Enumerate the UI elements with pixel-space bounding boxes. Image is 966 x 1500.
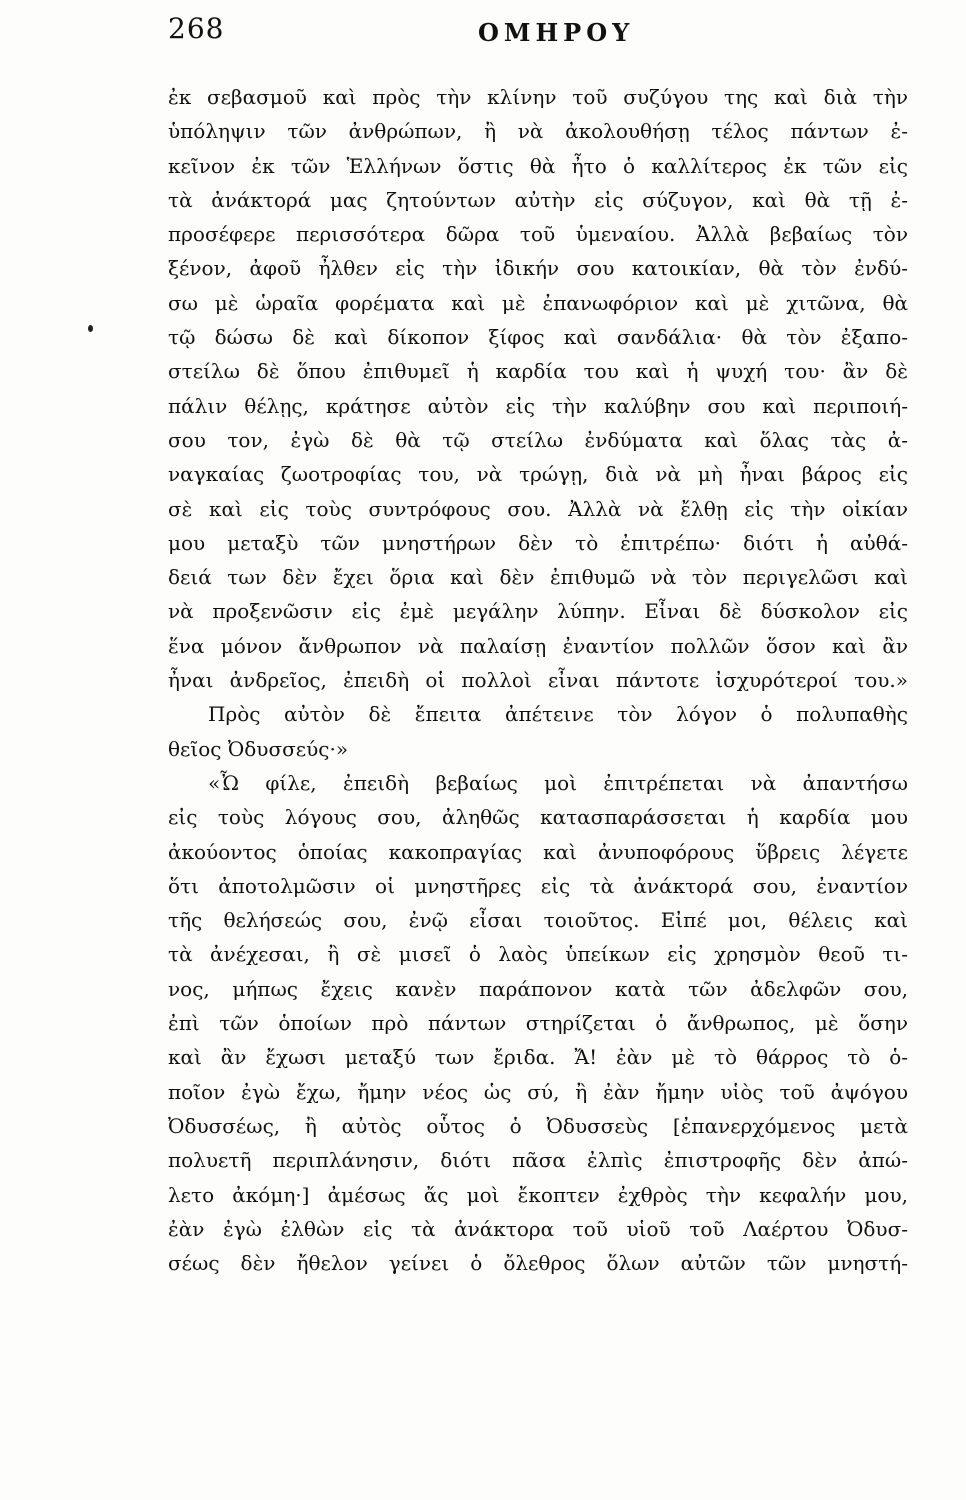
page-number: 268 xyxy=(168,12,225,45)
text-line: ὅτι ἀποτολμῶσιν οἱ μνηστῆρες εἰς τὰ ἀνάκτορά σου, ἐναντίον xyxy=(168,873,908,898)
text-line: ποῖον ἐγὼ ἔχω, ἤμην νέος ὡς σύ, ἢ ἐὰν ἤμην υἱὸς τοῦ ἀψόγου xyxy=(168,1079,908,1104)
text-line: σέως δὲν ἤθελον γείνει ὁ ὄλεθρος ὅλων αὐτῶν τῶν μνηστή- xyxy=(168,1251,908,1276)
text-line: «Ὦ φίλε, ἐπειδὴ βεβαίως μοὶ ἐπιτρέπεται νὰ ἀπαντήσω xyxy=(208,770,908,795)
text-line: ἦναι ἀνδρεῖος, ἐπειδὴ οἱ πολλοὶ εἶναι πάντοτε ἰσχυρότεροί του.» xyxy=(168,668,908,693)
text-line: ξένον, ἀφοῦ ἦλθεν εἰς τὴν ἰδικήν σου κατοικίαν, θὰ τὸν ἐνδύ- xyxy=(168,256,908,281)
text-line: στείλω δὲ ὅπου ἐπιθυμεῖ ἡ καρδία του καὶ ἡ ψυχή του· ἂν δὲ xyxy=(168,359,908,384)
text-line: τῷ δώσω δὲ καὶ δίκοπον ξίφος καὶ σανδάλια· θὰ τὸν ἐξαπο- xyxy=(168,325,908,350)
text-line: εἰς τοὺς λόγους σου, ἀληθῶς κατασπαράσσεται ἡ καρδία μου xyxy=(168,805,908,830)
text-line: ἀκούοντος ὁποίας κακοπραγίας καὶ ἀνυποφόρους ὕβρεις λέγετε xyxy=(168,839,908,864)
text-line: ἐὰν ἐγὼ ἐλθὼν εἰς τὰ ἀνάκτορα τοῦ υἱοῦ τοῦ Λαέρτου Ὀδυσ- xyxy=(168,1216,908,1241)
text-line: τῆς θελήσεώς σου, ἐνῷ εἶσαι τοιοῦτος. Εἰπέ μοι, θέλεις καὶ xyxy=(168,908,908,933)
text-line: σω μὲ ὡραῖα φορέματα καὶ μὲ ἐπανωφόριον καὶ μὲ χιτῶνα, θὰ xyxy=(168,290,908,315)
text-line: μου μεταξὺ τῶν μνηστήρων δὲν τὸ ἐπιτρέπω· διότι ἡ αὐθά- xyxy=(168,530,908,555)
text-line: νὰ προξενῶσιν εἰς ἐμὲ μεγάλην λύπην. Εἶναι δὲ δύσκολον εἰς xyxy=(168,599,908,624)
text-line: κεῖνον ἐκ τῶν Ἑλλήνων ὅστις θὰ ἦτο ὁ καλλίτερος ἐκ τῶν εἰς xyxy=(168,153,908,178)
body-text xyxy=(168,80,908,1280)
text-line: Πρὸς αὐτὸν δὲ ἔπειτα ἀπέτεινε τὸν λόγον ὁ πολυπαθὴς xyxy=(208,702,908,727)
text-line: νος, μήπως ἔχεις κανὲν παράπονον κατὰ τῶν ἀδελφῶν σου, xyxy=(168,976,908,1001)
text-line: ἐπὶ τῶν ὁποίων πρὸ πάντων στηρίζεται ὁ ἄνθρωπος, μὲ ὅσην xyxy=(168,1011,908,1036)
text-line: τὰ ἀνάκτορά μας ζητούντων αὐτὴν εἰς σύζυγον, καὶ θὰ τῇ ἐ- xyxy=(168,187,908,212)
running-head: ΟΜΗΡΟΥ xyxy=(478,18,635,47)
page-header xyxy=(168,10,918,50)
text-line: θεῖος Ὀδυσσεύς·» xyxy=(168,736,349,761)
text-line: πολυετῆ περιπλάνησιν, διότι πᾶσα ἐλπὶς ἐπιστροφῆς δὲν ἀπώ- xyxy=(168,1148,908,1173)
text-line: ἕνα μόνον ἄνθρωπον νὰ παλαίσῃ ἐναντίον πολλῶν ὅσον καὶ ἂν xyxy=(168,633,908,658)
text-line: ὑπόληψιν τῶν ἀνθρώπων, ἢ νὰ ἀκολουθήσῃ τέλος πάντων ἐ- xyxy=(168,119,908,144)
text-line: σὲ καὶ εἰς τοὺς συντρόφους σου. Ἀλλὰ νὰ ἔλθῃ εἰς τὴν οἰκίαν xyxy=(168,496,908,521)
text-line: καὶ ἂν ἔχωσι μεταξύ των ἔριδα. Ἄ! ἐὰν μὲ τὸ θάρρος τὸ ὁ- xyxy=(168,1045,908,1070)
text-line: προσέφερε περισσότερα δῶρα τοῦ ὑμεναίου. Ἀλλὰ βεβαίως τὸν xyxy=(168,222,908,247)
text-line: δειά των δὲν ἔχει ὅρια καὶ δὲν ἐπιθυμῶ νὰ τὸν περιγελῶσι καὶ xyxy=(168,565,908,590)
text-line: πάλιν θέλῃς, κράτησε αὐτὸν εἰς τὴν καλύβην σου καὶ περιποιή- xyxy=(168,393,908,418)
text-line: σου τον, ἐγὼ δὲ θὰ τῷ στείλω ἐνδύματα καὶ ὅλας τὰς ἀ- xyxy=(168,427,908,452)
text-line: ναγκαίας ζωοτροφίας του, νὰ τρώγῃ, διὰ νὰ μὴ ἦναι βάρος εἰς xyxy=(168,462,908,487)
text-line: Ὀδυσσέως, ἢ αὐτὸς οὗτος ὁ Ὀδυσσεὺς [ἐπανερχόμενος μετὰ xyxy=(168,1113,908,1138)
margin-speck xyxy=(88,325,93,332)
text-line: λετο ἀκόμη·] ἀμέσως ἄς μοὶ ἔκοπτεν ἐχθρὸς τὴν κεφαλήν μου, xyxy=(168,1182,908,1207)
text-line: ἐκ σεβασμοῦ καὶ πρὸς τὴν κλίνην τοῦ συζύγου της καὶ διὰ τὴν xyxy=(168,85,908,109)
text-line: τὰ ἀνέχεσαι, ἢ σὲ μισεῖ ὁ λαὸς ὑπείκων εἰς χρησμὸν θεοῦ τι- xyxy=(168,942,908,967)
